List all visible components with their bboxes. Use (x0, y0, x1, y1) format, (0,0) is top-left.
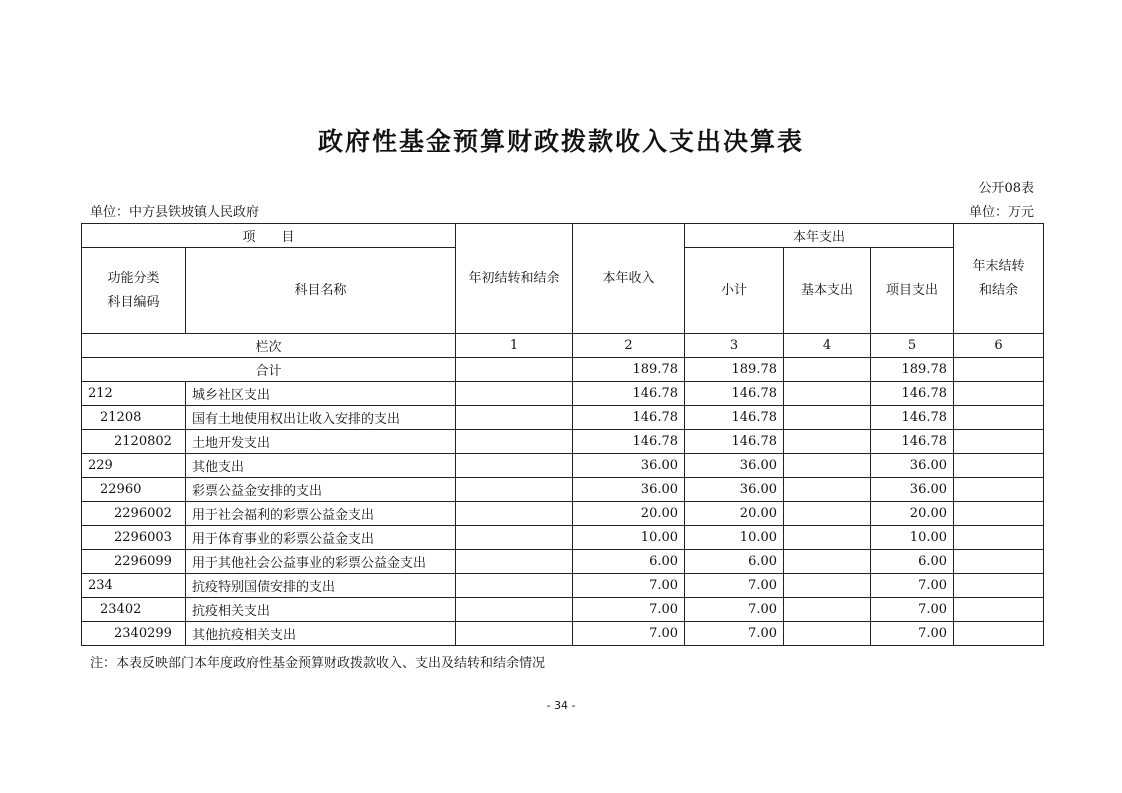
column-number: 2 (573, 334, 685, 358)
income-cell: 7.00 (573, 598, 685, 622)
end-balance-cell (954, 478, 1044, 502)
expense-subtotal-cell: 146.78 (685, 430, 784, 454)
subject-name-cell: 用于社会福利的彩票公益金支出 (186, 502, 456, 526)
project-expense-cell: 7.00 (871, 622, 954, 646)
table-row (82, 598, 1044, 622)
subject-code-cell: 2296099 (82, 550, 186, 574)
basic-expense-cell (784, 430, 871, 454)
project-expense-cell: 146.78 (871, 382, 954, 406)
subject-name-cell: 用于体育事业的彩票公益金支出 (186, 526, 456, 550)
end-balance-cell (954, 574, 1044, 598)
end-balance-cell (954, 622, 1044, 646)
header-subtotal: 小计 (685, 248, 784, 334)
header-project-expense: 项目支出 (871, 248, 954, 334)
begin-balance-cell (456, 406, 573, 430)
total-end (954, 358, 1044, 382)
column-number: 3 (685, 334, 784, 358)
income-cell: 7.00 (573, 622, 685, 646)
total-project: 189.78 (871, 358, 954, 382)
reporting-unit: 单位：中方县铁坡镇人民政府 (90, 205, 260, 220)
table-row (82, 622, 1044, 646)
budget-table (81, 223, 1044, 646)
basic-expense-cell (784, 454, 871, 478)
expense-subtotal-cell: 7.00 (685, 574, 784, 598)
project-expense-cell: 10.00 (871, 526, 954, 550)
expense-subtotal-cell: 146.78 (685, 382, 784, 406)
total-label: 合计 (82, 358, 456, 382)
project-expense-cell: 146.78 (871, 430, 954, 454)
subject-name-cell: 国有土地使用权出让收入安排的支出 (186, 406, 456, 430)
header-project: 项 目 (82, 224, 456, 248)
column-number: 4 (784, 334, 871, 358)
subject-code-cell: 234 (82, 574, 186, 598)
basic-expense-cell (784, 550, 871, 574)
total-subtotal: 189.78 (685, 358, 784, 382)
subject-name-cell: 抗疫相关支出 (186, 598, 456, 622)
basic-expense-cell (784, 406, 871, 430)
subject-code-cell: 2296003 (82, 526, 186, 550)
income-cell: 36.00 (573, 454, 685, 478)
begin-balance-cell (456, 550, 573, 574)
end-balance-cell (954, 406, 1044, 430)
page-title: 政府性基金预算财政拨款收入支出决算表 (317, 127, 804, 156)
begin-balance-cell (456, 526, 573, 550)
total-begin (456, 358, 573, 382)
project-expense-cell: 36.00 (871, 478, 954, 502)
page-number: - 34 - (546, 699, 576, 712)
basic-expense-cell (784, 478, 871, 502)
begin-balance-cell (456, 622, 573, 646)
income-cell: 6.00 (573, 550, 685, 574)
expense-subtotal-cell: 36.00 (685, 478, 784, 502)
income-cell: 146.78 (573, 406, 685, 430)
subject-name-cell: 其他支出 (186, 454, 456, 478)
header-subject-name: 科目名称 (186, 248, 456, 334)
project-expense-cell: 146.78 (871, 406, 954, 430)
income-cell: 146.78 (573, 430, 685, 454)
basic-expense-cell (784, 574, 871, 598)
header-expense: 本年支出 (685, 224, 954, 248)
income-cell: 146.78 (573, 382, 685, 406)
column-number-row (82, 334, 1044, 358)
total-income: 189.78 (573, 358, 685, 382)
expense-subtotal-cell: 20.00 (685, 502, 784, 526)
subject-code-cell: 229 (82, 454, 186, 478)
basic-expense-cell (784, 598, 871, 622)
expense-subtotal-cell: 36.00 (685, 454, 784, 478)
expense-subtotal-cell: 7.00 (685, 622, 784, 646)
header-income: 本年收入 (573, 224, 685, 334)
total-basic (784, 358, 871, 382)
project-expense-cell: 20.00 (871, 502, 954, 526)
total-row (82, 358, 1044, 382)
expense-subtotal-cell: 10.00 (685, 526, 784, 550)
basic-expense-cell (784, 622, 871, 646)
end-balance-cell (954, 382, 1044, 406)
subject-name-cell: 城乡社区支出 (186, 382, 456, 406)
column-number-label: 栏次 (82, 334, 456, 358)
begin-balance-cell (456, 478, 573, 502)
end-balance-cell (954, 526, 1044, 550)
begin-balance-cell (456, 454, 573, 478)
table-row (82, 454, 1044, 478)
header-row-1 (82, 224, 1044, 248)
table-note: 注：本表反映部门本年度政府性基金预算财政拨款收入、支出及结转和结余情况 (90, 656, 546, 671)
begin-balance-cell (456, 430, 573, 454)
subject-name-cell: 抗疫特别国债安排的支出 (186, 574, 456, 598)
header-func-code: 功能分类 科目编码 (82, 248, 186, 334)
begin-balance-cell (456, 574, 573, 598)
subject-name-cell: 其他抗疫相关支出 (186, 622, 456, 646)
expense-subtotal-cell: 146.78 (685, 406, 784, 430)
table-row (82, 406, 1044, 430)
income-cell: 10.00 (573, 526, 685, 550)
basic-expense-cell (784, 502, 871, 526)
table-row (82, 502, 1044, 526)
subject-name-cell: 用于其他社会公益事业的彩票公益金支出 (186, 550, 456, 574)
subject-code-cell: 2120802 (82, 430, 186, 454)
header-basic-expense: 基本支出 (784, 248, 871, 334)
income-cell: 7.00 (573, 574, 685, 598)
end-balance-cell (954, 550, 1044, 574)
project-expense-cell: 7.00 (871, 598, 954, 622)
expense-subtotal-cell: 7.00 (685, 598, 784, 622)
column-number: 6 (954, 334, 1044, 358)
table-row (82, 382, 1044, 406)
table-row (82, 526, 1044, 550)
end-balance-cell (954, 598, 1044, 622)
subject-code-cell: 2296002 (82, 502, 186, 526)
end-balance-cell (954, 502, 1044, 526)
end-balance-cell (954, 454, 1044, 478)
begin-balance-cell (456, 598, 573, 622)
subject-code-cell: 212 (82, 382, 186, 406)
table-row (82, 574, 1044, 598)
project-expense-cell: 7.00 (871, 574, 954, 598)
expense-subtotal-cell: 6.00 (685, 550, 784, 574)
income-cell: 36.00 (573, 478, 685, 502)
header-end-balance: 年末结转 和结余 (954, 224, 1044, 334)
subject-name-cell: 彩票公益金安排的支出 (186, 478, 456, 502)
basic-expense-cell (784, 382, 871, 406)
table-row (82, 478, 1044, 502)
header-begin-balance: 年初结转和结余 (456, 224, 573, 334)
project-expense-cell: 6.00 (871, 550, 954, 574)
project-expense-cell: 36.00 (871, 454, 954, 478)
subject-code-cell: 23402 (82, 598, 186, 622)
subject-code-cell: 22960 (82, 478, 186, 502)
end-balance-cell (954, 430, 1044, 454)
subject-code-cell: 21208 (82, 406, 186, 430)
subject-code-cell: 2340299 (82, 622, 186, 646)
income-cell: 20.00 (573, 502, 685, 526)
column-number: 1 (456, 334, 573, 358)
table-row (82, 430, 1044, 454)
subject-name-cell: 土地开发支出 (186, 430, 456, 454)
begin-balance-cell (456, 382, 573, 406)
begin-balance-cell (456, 502, 573, 526)
currency-unit: 单位：万元 (968, 205, 1034, 220)
basic-expense-cell (784, 526, 871, 550)
column-number: 5 (871, 334, 954, 358)
table-row (82, 550, 1044, 574)
form-number: 公开08表 (978, 181, 1034, 196)
